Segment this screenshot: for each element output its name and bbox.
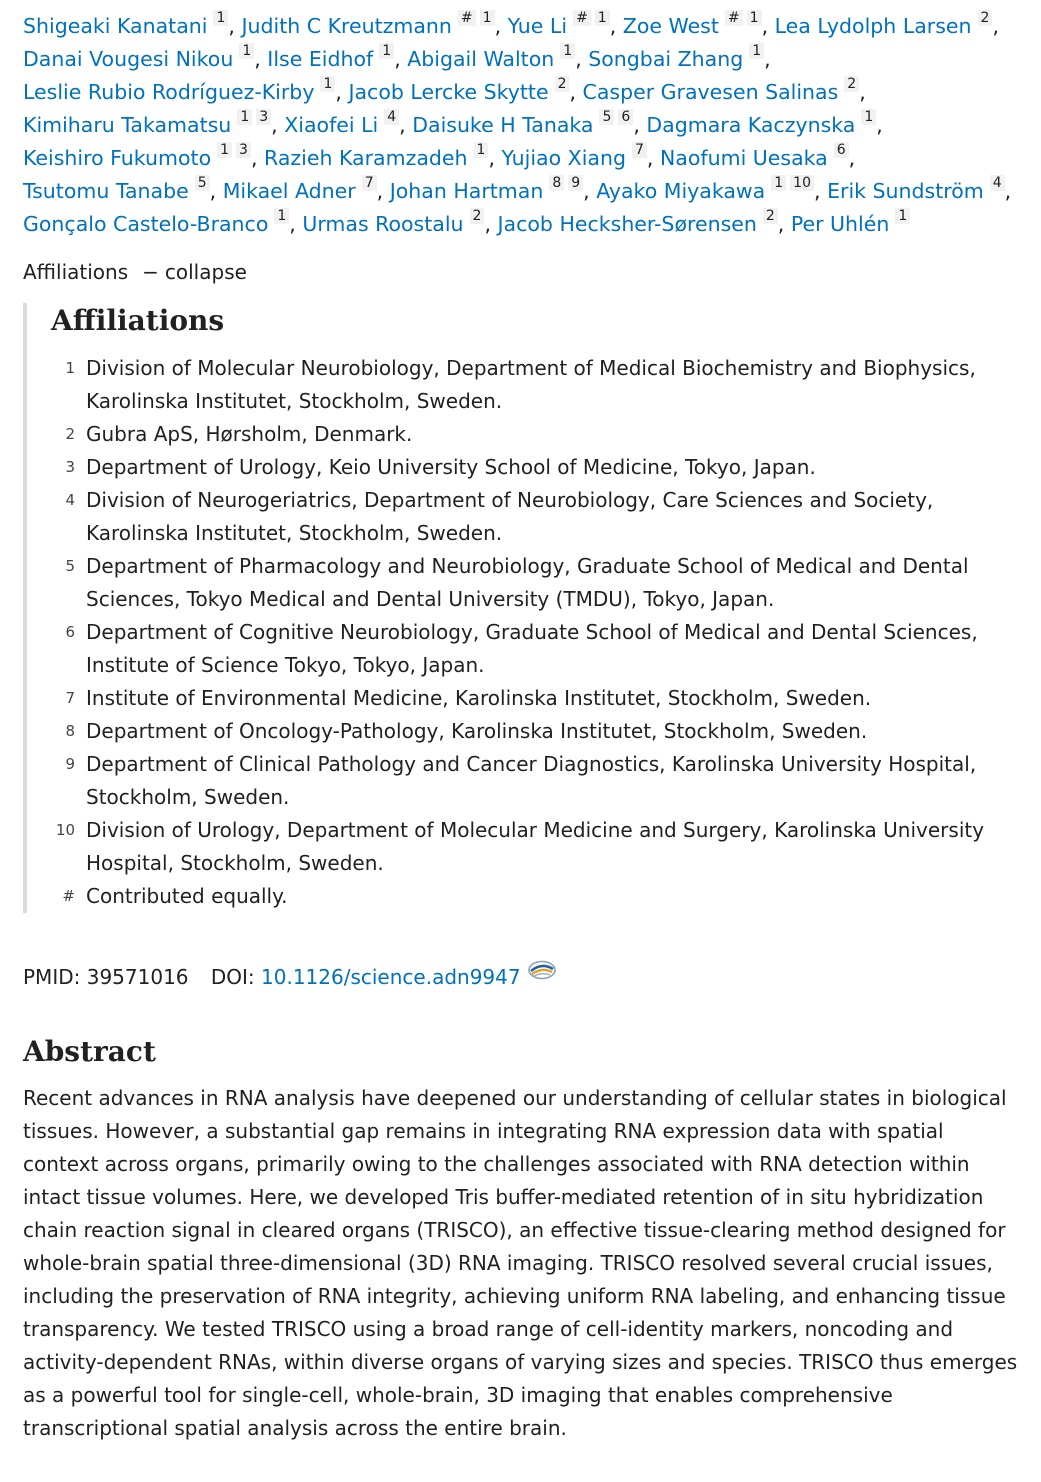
author-separator: , xyxy=(764,47,771,71)
affiliation-ref[interactable]: 1 xyxy=(217,142,232,158)
author-separator: , xyxy=(569,80,577,104)
affiliation-item xyxy=(51,451,1041,484)
affiliation-number: 1 xyxy=(65,359,75,377)
author-separator: , xyxy=(1004,179,1012,203)
pmid-label: PMID: xyxy=(23,965,81,989)
affiliations-toggle xyxy=(23,259,1023,285)
affiliation-text: Contributed equally. xyxy=(86,884,288,908)
affiliation-text: Department of Cognitive Neurobiology, Graduate School of Medical and Dental Sciences, Institute of Science Tokyo, Tokyo, Japan. xyxy=(86,620,978,677)
author-line xyxy=(23,109,1023,142)
affiliation-number: 2 xyxy=(65,425,75,443)
author-name-link[interactable]: Zoe West xyxy=(622,14,719,38)
affiliation-number: 8 xyxy=(65,722,75,740)
author-separator: , xyxy=(761,14,769,38)
author-name-link[interactable]: Shigeaki Kanatani xyxy=(23,14,208,38)
affiliations-heading: Affiliations xyxy=(51,304,225,337)
full-text-link-icon[interactable] xyxy=(527,958,557,988)
affiliation-ref[interactable]: 1 xyxy=(320,76,335,92)
author-name-link[interactable]: Jacob Hecksher-Sørensen xyxy=(497,212,757,236)
author-separator: , xyxy=(494,14,502,38)
author-name-link[interactable]: Judith C Kreutzmann xyxy=(241,14,452,38)
affiliation-ref[interactable]: 1 xyxy=(239,43,254,59)
author-line xyxy=(23,142,1023,175)
affiliation-ref[interactable]: 7 xyxy=(632,142,647,158)
author-name-link[interactable]: Yujiao Xiang xyxy=(501,146,626,170)
author-separator: , xyxy=(583,179,590,203)
author-line xyxy=(23,76,1023,109)
author-separator: , xyxy=(859,80,866,104)
author-separator: , xyxy=(646,146,654,170)
affiliation-ref[interactable]: 2 xyxy=(555,76,570,92)
author-name-link[interactable]: Johan Hartman xyxy=(389,179,544,203)
author-name-link[interactable]: Dagmara Kaczynska xyxy=(646,113,856,137)
author-name-link[interactable]: Razieh Karamzadeh xyxy=(264,146,468,170)
author-separator: , xyxy=(848,146,856,170)
affiliation-text: Department of Pharmacology and Neurobiology, Graduate School of Medical and Dental Sciences, Tokyo Medical and Dental University (TMDU), Tokyo, Japan. xyxy=(86,554,969,611)
author-separator: , xyxy=(335,80,342,104)
doi-link[interactable]: 10.1126/science.adn9947 xyxy=(261,965,521,989)
affiliation-ref[interactable]: 1 xyxy=(747,10,762,26)
author-name-link[interactable]: Leslie Rubio Rodríguez-Kirby xyxy=(23,80,315,104)
affiliation-number: 3 xyxy=(65,458,75,476)
affiliation-ref[interactable]: 1 xyxy=(895,208,910,224)
affiliation-number: 10 xyxy=(55,821,75,839)
affiliation-ref[interactable]: 5 xyxy=(195,175,210,191)
affiliation-ref[interactable]: 1 xyxy=(474,142,489,158)
author-name-link[interactable]: Daisuke H Tanaka xyxy=(412,113,594,137)
author-name-link[interactable]: Xiaofei Li xyxy=(284,113,379,137)
affiliation-item xyxy=(51,616,1041,682)
author-name-link[interactable]: Keishiro Fukumoto xyxy=(23,146,212,170)
collapse-dash-icon[interactable]: − xyxy=(142,260,159,284)
author-separator: , xyxy=(289,212,296,236)
author-list xyxy=(23,10,1023,241)
abstract-text: Recent advances in RNA analysis have deepened our understanding of cellular states in biological tissues. However, a substantial gap remains in integrating RNA expression data with spatial context across organs, primarily owing to the challenges associated with RNA detection within intact tissue volumes. Here, we developed Tris buffer-mediated retention of in situ hybridization chain reaction signal in cleared organs (TRISCO), an effective tissue-clearing method designed for whole-brain spatial three-dimensional (3D) RNA imaging. TRISCO resolved several crucial issues, including the preservation of RNA integrity, achieving uniform RNA labeling, and enhancing tissue transparency. We tested TRISCO using a broad range of cell-identity markers, noncoding and activity-dependent RNAs, within diverse organs of varying sizes and species. TRISCO thus emerges as a powerful tool for single-cell, whole-brain, 3D imaging that enables comprehensive transcriptional spatial analysis across the entire brain. xyxy=(23,1086,1018,1440)
affiliation-ref[interactable]: 6 xyxy=(834,142,849,158)
affiliation-ref[interactable]: # xyxy=(573,10,591,26)
affiliation-ref[interactable]: 1 xyxy=(861,109,876,125)
author-name-link[interactable]: Mikael Adner xyxy=(222,179,356,203)
affiliation-ref[interactable]: 1 xyxy=(560,43,575,59)
author-name-link[interactable]: Tsutomu Tanabe xyxy=(23,179,189,203)
affiliation-ref[interactable]: 1 xyxy=(595,10,610,26)
author-name-link[interactable]: Kimiharu Takamatsu xyxy=(23,113,232,137)
author-line xyxy=(23,175,1023,208)
affiliation-item xyxy=(51,748,1041,814)
author-separator: , xyxy=(250,146,258,170)
author-name-link[interactable]: Urmas Roostalu xyxy=(302,212,464,236)
affiliations-panel xyxy=(23,303,1041,913)
affiliation-item xyxy=(51,682,1041,715)
author-separator: , xyxy=(633,113,640,137)
author-line xyxy=(23,43,1023,76)
affiliation-ref[interactable]: 3 xyxy=(236,142,251,158)
collapse-link[interactable]: collapse xyxy=(164,260,247,284)
affiliation-text: Department of Clinical Pathology and Cancer Diagnostics, Karolinska University Hospital, Stockholm, Sweden. xyxy=(86,752,977,809)
abstract-heading: Abstract xyxy=(23,1035,156,1068)
author-separator: , xyxy=(271,113,278,137)
author-separator: , xyxy=(254,47,261,71)
affiliation-ref[interactable]: 1 xyxy=(771,175,786,191)
affiliation-number: 5 xyxy=(65,557,75,575)
author-separator: , xyxy=(814,179,821,203)
author-separator: , xyxy=(876,113,883,137)
author-separator: , xyxy=(992,14,999,38)
affiliation-item xyxy=(51,418,1041,451)
affiliation-item xyxy=(51,550,1041,616)
author-separator: , xyxy=(488,146,495,170)
author-name-link[interactable]: Naofumi Uesaka xyxy=(659,146,828,170)
affiliation-ref[interactable]: 1 xyxy=(213,10,228,26)
affiliation-ref[interactable]: 4 xyxy=(990,175,1005,191)
affiliation-number: # xyxy=(62,887,75,905)
affiliation-text: Department of Oncology-Pathology, Karolinska Institutet, Stockholm, Sweden. xyxy=(86,719,868,743)
author-name-link[interactable]: Lea Lydolph Larsen xyxy=(774,14,972,38)
affiliation-ref[interactable]: 8 xyxy=(549,175,564,191)
article-identifiers xyxy=(23,958,1023,990)
affiliation-item xyxy=(51,715,1041,748)
affiliation-ref[interactable]: 2 xyxy=(470,208,485,224)
affiliation-text: Division of Neurogeriatrics, Department of Neurobiology, Care Sciences and Society, Karolinska Institutet, Stockholm, Sweden. xyxy=(86,488,934,545)
affiliation-item xyxy=(51,484,1041,550)
affiliation-text: Division of Urology, Department of Molecular Medicine and Surgery, Karolinska University Hospital, Stockholm, Sweden. xyxy=(86,818,985,875)
affiliation-ref[interactable]: # xyxy=(725,10,743,26)
affiliation-ref[interactable]: 2 xyxy=(763,208,778,224)
author-separator: , xyxy=(399,113,406,137)
affiliation-ref[interactable]: 9 xyxy=(568,175,583,191)
author-separator: , xyxy=(228,14,235,38)
author-name-link[interactable]: Ayako Miyakawa xyxy=(596,179,766,203)
author-separator: , xyxy=(484,212,491,236)
affiliation-text: Gubra ApS, Hørsholm, Denmark. xyxy=(86,422,413,446)
affiliations-list xyxy=(51,352,1041,913)
author-separator: , xyxy=(394,47,401,71)
author-name-link[interactable]: Danai Vougesi Nikou xyxy=(23,47,234,71)
affiliation-ref[interactable]: 2 xyxy=(978,10,993,26)
affiliation-number: 6 xyxy=(65,623,75,641)
affiliation-ref[interactable]: 1 xyxy=(379,43,394,59)
affiliation-ref[interactable]: 7 xyxy=(362,175,377,191)
affiliations-toggle-label: Affiliations xyxy=(23,260,129,284)
affiliation-ref[interactable]: 10 xyxy=(790,175,814,191)
affiliation-ref[interactable]: 1 xyxy=(480,10,495,26)
author-line xyxy=(23,208,1023,241)
author-name-link[interactable]: Per Uhlén xyxy=(790,212,890,236)
author-name-link[interactable]: Ilse Eidhof xyxy=(267,47,374,71)
affiliation-text: Institute of Environmental Medicine, Karolinska Institutet, Stockholm, Sweden. xyxy=(86,686,872,710)
author-separator: , xyxy=(575,47,582,71)
author-name-link[interactable]: Songbai Zhang xyxy=(588,47,744,71)
author-name-link[interactable]: Erik Sundström xyxy=(827,179,984,203)
affiliation-text: Department of Urology, Keio University School of Medicine, Tokyo, Japan. xyxy=(86,455,816,479)
author-name-link[interactable]: Casper Gravesen Salinas xyxy=(582,80,839,104)
affiliation-ref[interactable]: 4 xyxy=(384,109,399,125)
author-separator: , xyxy=(376,179,384,203)
affiliation-ref[interactable]: 1 xyxy=(237,109,252,125)
affiliation-ref[interactable]: 3 xyxy=(256,109,271,125)
author-name-link[interactable]: Gonçalo Castelo-Branco xyxy=(23,212,269,236)
affiliation-ref[interactable]: # xyxy=(458,10,476,26)
author-separator: , xyxy=(777,212,785,236)
affiliation-ref[interactable]: 1 xyxy=(749,43,764,59)
affiliation-ref[interactable]: 2 xyxy=(844,76,859,92)
affiliation-item xyxy=(51,814,1041,880)
affiliation-ref[interactable]: 5 xyxy=(599,109,614,125)
affiliation-number: 9 xyxy=(65,755,75,773)
doi-label: DOI: xyxy=(210,965,255,989)
affiliation-ref[interactable]: 6 xyxy=(618,109,633,125)
author-name-link[interactable]: Yue Li xyxy=(507,14,568,38)
affiliation-ref[interactable]: 1 xyxy=(274,208,289,224)
author-name-link[interactable]: Abigail Walton xyxy=(407,47,555,71)
author-separator: , xyxy=(609,14,617,38)
author-separator: , xyxy=(209,179,217,203)
author-name-link[interactable]: Jacob Lercke Skytte xyxy=(348,80,549,104)
pmid-value: 39571016 xyxy=(86,965,189,989)
article-page xyxy=(23,10,1023,1445)
affiliation-text: Division of Molecular Neurobiology, Department of Medical Biochemistry and Biophysics, Karolinska Institutet, Stockholm, Sweden. xyxy=(86,356,976,413)
author-line xyxy=(23,10,1023,43)
affiliation-number: 7 xyxy=(65,689,75,707)
affiliation-item xyxy=(51,880,1041,913)
affiliation-number: 4 xyxy=(65,491,75,509)
affiliation-item xyxy=(51,352,1041,418)
